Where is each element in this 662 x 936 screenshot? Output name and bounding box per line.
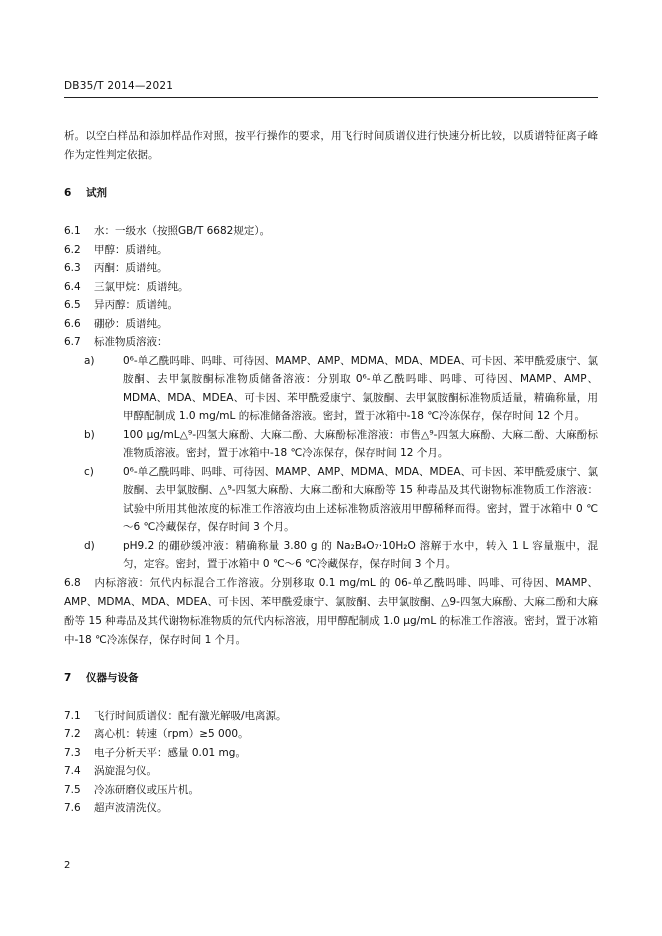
item-number: 7.3 xyxy=(64,746,81,759)
sub-item-d xyxy=(84,537,598,574)
item-7-4 xyxy=(64,762,598,781)
item-text: 丙酮：质谱纯。 xyxy=(94,262,168,274)
item-6-5 xyxy=(64,296,598,315)
section-7-number: 7 xyxy=(64,671,72,684)
item-6-3 xyxy=(64,259,598,278)
item-7-3 xyxy=(64,744,598,763)
page-content xyxy=(64,127,598,818)
section-6-heading xyxy=(64,184,598,203)
sub-item-text: 100 μg/mL△⁹-四氢大麻酚、大麻二酚、大麻酚标准溶液：市售△⁹-四氢大麻酚、大麻二酚、大麻酚标准物质溶液。密封，置于冰箱中-18 ℃冷冻保存，保存时间 12 个月。 xyxy=(123,428,598,459)
sub-item-text: 0⁶-单乙酰吗啡、吗啡、可待因、MAMP、AMP、MDMA、MDA、MDEA、可卡因、苯甲酰爱康宁、氯胺酮、去甲氯胺酮标准物质储备溶液：分别取 0⁶-单乙酰吗啡、吗啡、可待因、MAMP、AMP、MDMA、MDA、MDEA、可卡因、苯甲酰爱康宁、氯胺酮、去甲氯胺酮标准物质适量，精确称量，用甲醇配制成 1.0 mg/mL 的标准储备溶液。密封，置于冰箱中-18 ℃冷冻保存，保存时间 12 个月。 xyxy=(123,354,598,422)
item-6-7 xyxy=(64,333,598,352)
section-6-number: 6 xyxy=(64,187,72,199)
item-number: 6.8 xyxy=(64,576,81,589)
item-number: 7.2 xyxy=(64,728,81,740)
sub-item-b xyxy=(84,426,598,463)
item-text: 电子分析天平：感量 0.01 mg。 xyxy=(94,746,246,759)
sub-item-label: b) xyxy=(84,428,95,441)
section-7-heading xyxy=(64,669,598,688)
item-6-8 xyxy=(64,574,598,650)
sub-item-c xyxy=(84,463,598,537)
sub-item-text: 0⁶-单乙酰吗啡、吗啡、可待因、MAMP、AMP、MDMA、MDA、MDEA、可卡因、苯甲酰爱康宁、氯胺酮、去甲氯胺酮、△⁹-四氢大麻酚、大麻二酚和大麻酚等 15 种毒品及其代谢物标准物质工作溶液：试验中所用其他浓度的标准工作溶液均由上述标准物质溶液用甲醇稀释而得。密封，置于冰箱中 0 ℃～6 ℃冷藏保存，保存时间 3 个月。 xyxy=(123,465,598,533)
item-number: 7.6 xyxy=(64,802,81,814)
item-number: 7.5 xyxy=(64,783,81,796)
item-text: 内标溶液：氘代内标混合工作溶液。分别移取 0.1 mg/mL 的 06-单乙酰吗啡、吗啡、可待因、MAMP、AMP、MDMA、MDA、MDEA、可卡因、苯甲酰爱康宁、氯胺酮、去甲氯胺酮、△9-四氢大麻酚、大麻二酚和大麻酚等 15 种毒品及其代谢物标准物质的氘代内标溶液，用甲醇配制成 1.0 μg/mL 的标准工作溶液。密封，置于冰箱中-18 ℃冷冻保存，保存时间 1 个月。 xyxy=(64,576,598,646)
header-rule xyxy=(64,97,598,98)
sub-item-label: c) xyxy=(84,465,94,478)
item-text: 离心机：转速（rpm）≥5 000。 xyxy=(94,728,249,740)
sub-item-label: d) xyxy=(84,539,95,552)
item-text: 硼砂：质谱纯。 xyxy=(94,317,168,330)
item-text: 标准物质溶液： xyxy=(94,336,168,348)
item-number: 7.4 xyxy=(64,765,81,777)
sub-item-text: pH9.2 的硼砂缓冲液：精确称量 3.80 g 的 Na₂B₄O₇·10H₂O 溶解于水中，转入 1 L 容量瓶中，混匀，定容。密封，置于冰箱中 0 ℃～6 ℃冷藏保存，保存时间 3 个月。 xyxy=(123,539,598,570)
sub-item-a xyxy=(84,352,598,426)
item-number: 7.1 xyxy=(64,709,81,722)
item-text: 水：一级水（按照GB/T 6682规定）。 xyxy=(94,225,271,237)
item-number: 6.2 xyxy=(64,243,81,256)
item-number: 6.6 xyxy=(64,317,81,330)
item-6-2 xyxy=(64,241,598,260)
item-number: 6.4 xyxy=(64,280,81,293)
item-text: 冷冻研磨仪或压片机。 xyxy=(94,783,199,796)
standard-code-header: DB35/T 2014—2021 xyxy=(64,80,174,92)
item-text: 异丙醇：质谱纯。 xyxy=(94,299,178,311)
item-text: 超声波清洗仪。 xyxy=(94,802,168,814)
item-6-6 xyxy=(64,315,598,334)
item-7-6 xyxy=(64,799,598,818)
page-number: 2 xyxy=(64,860,71,871)
item-6-1 xyxy=(64,222,598,241)
item-7-1 xyxy=(64,707,598,726)
item-text: 三氯甲烷：质谱纯。 xyxy=(94,280,189,293)
item-number: 6.1 xyxy=(64,225,81,237)
item-text: 涡旋混匀仪。 xyxy=(94,765,157,777)
sub-item-label: a) xyxy=(84,354,95,367)
item-7-5 xyxy=(64,781,598,800)
item-text: 飞行时间质谱仪：配有激光解吸/电离源。 xyxy=(94,709,287,722)
section-7-title: 仪器与设备 xyxy=(86,671,139,684)
item-6-4 xyxy=(64,278,598,297)
intro-paragraph: 析。以空白样品和添加样品作对照，按平行操作的要求，用飞行时间质谱仪进行快速分析比较，以质谱特征离子峰作为定性判定依据。 xyxy=(64,130,598,161)
item-number: 6.5 xyxy=(64,299,81,311)
item-text: 甲醇：质谱纯。 xyxy=(94,243,168,256)
item-number: 6.3 xyxy=(64,262,81,274)
section-6-title: 试剂 xyxy=(86,187,107,199)
item-7-2 xyxy=(64,725,598,744)
item-number: 6.7 xyxy=(64,336,81,348)
